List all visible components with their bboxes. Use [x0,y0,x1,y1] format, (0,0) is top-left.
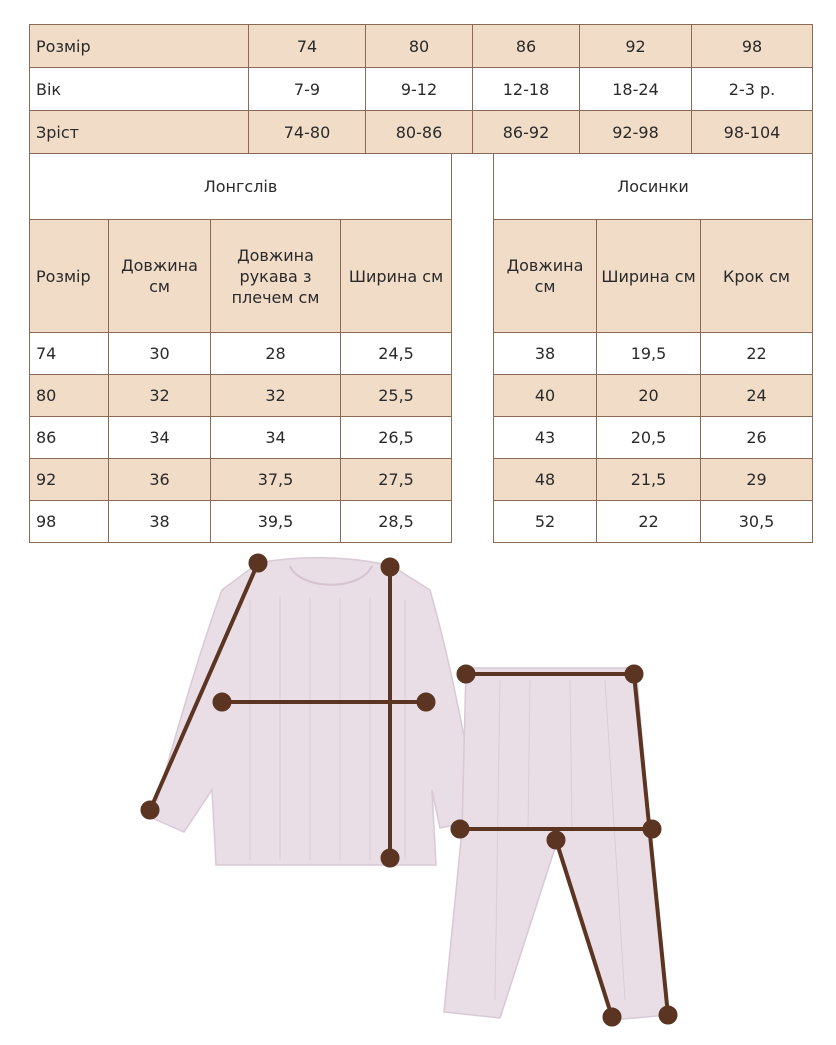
longsleeve-table [29,153,452,543]
size-age-height-table [29,24,813,154]
cell: 24 [701,375,813,417]
cell: 80 [30,375,109,417]
height-row [30,111,813,154]
measure-point [661,1008,676,1023]
cell: 39,5 [211,501,341,543]
table-row [494,417,813,459]
longsleeve-title: Лонгслів [30,154,452,220]
column-header: Крок см [701,220,813,333]
cell: 9-12 [366,68,473,111]
table-row [30,417,452,459]
leggings-table [493,153,813,543]
cell: 92-98 [580,111,692,154]
measure-point [251,556,266,571]
table-row [30,459,452,501]
cell: 25,5 [341,375,452,417]
leggings-title-row [494,154,813,220]
cell: 21,5 [597,459,701,501]
cell: 27,5 [341,459,452,501]
column-header: Ширина см [597,220,701,333]
cell: 74 [30,333,109,375]
cell: 30 [109,333,211,375]
measure-point [453,822,468,837]
cell: 12-18 [473,68,580,111]
measure-point [215,695,230,710]
longsleeve-image [152,558,478,865]
cell: 20 [597,375,701,417]
measure-point [645,822,660,837]
cell: 22 [597,501,701,543]
cell: 98 [30,501,109,543]
column-header: Довжина рукава з плечем см [211,220,341,333]
cell: 32 [211,375,341,417]
row-label: Розмір [30,25,249,68]
longsleeve-title-row [30,154,452,220]
cell: 48 [494,459,597,501]
age-row [30,68,813,111]
table-row [30,501,452,543]
cell: 24,5 [341,333,452,375]
cell: 40 [494,375,597,417]
table-row [494,375,813,417]
cell: 29 [701,459,813,501]
measure-point [605,1010,620,1025]
measure-point [549,833,564,848]
table-row [30,375,452,417]
cell: 19,5 [597,333,701,375]
cell: 98 [692,25,813,68]
cell: 38 [109,501,211,543]
table-row [494,333,813,375]
cell: 92 [580,25,692,68]
measure-point [383,560,398,575]
cell: 22 [701,333,813,375]
column-header: Ширина см [341,220,452,333]
cell: 28,5 [341,501,452,543]
cell: 92 [30,459,109,501]
cell: 18-24 [580,68,692,111]
leggings-title: Лосинки [494,154,813,220]
cell: 38 [494,333,597,375]
row-label: Вік [30,68,249,111]
cell: 80-86 [366,111,473,154]
measure-point [627,667,642,682]
longsleeve-header-row [30,220,452,333]
row-label: Зріст [30,111,249,154]
cell: 52 [494,501,597,543]
cell: 32 [109,375,211,417]
measure-point [383,851,398,866]
cell: 43 [494,417,597,459]
size-row [30,25,813,68]
cell: 26,5 [341,417,452,459]
table-row [494,501,813,543]
cell: 86 [473,25,580,68]
cell: 30,5 [701,501,813,543]
column-header: Довжина см [109,220,211,333]
cell: 34 [109,417,211,459]
cell: 26 [701,417,813,459]
garment-measurement-illustration [0,548,836,1045]
table-row [494,459,813,501]
cell: 74-80 [249,111,366,154]
cell: 7-9 [249,68,366,111]
table-row [30,333,452,375]
cell: 80 [366,25,473,68]
measure-point [143,803,158,818]
cell: 34 [211,417,341,459]
measure-point [419,695,434,710]
cell: 86-92 [473,111,580,154]
cell: 20,5 [597,417,701,459]
measure-point [459,667,474,682]
cell: 36 [109,459,211,501]
column-header: Розмір [30,220,109,333]
leggings-header-row [494,220,813,333]
column-header: Довжина см [494,220,597,333]
cell: 2-3 р. [692,68,813,111]
cell: 86 [30,417,109,459]
cell: 37,5 [211,459,341,501]
cell: 98-104 [692,111,813,154]
cell: 74 [249,25,366,68]
cell: 28 [211,333,341,375]
